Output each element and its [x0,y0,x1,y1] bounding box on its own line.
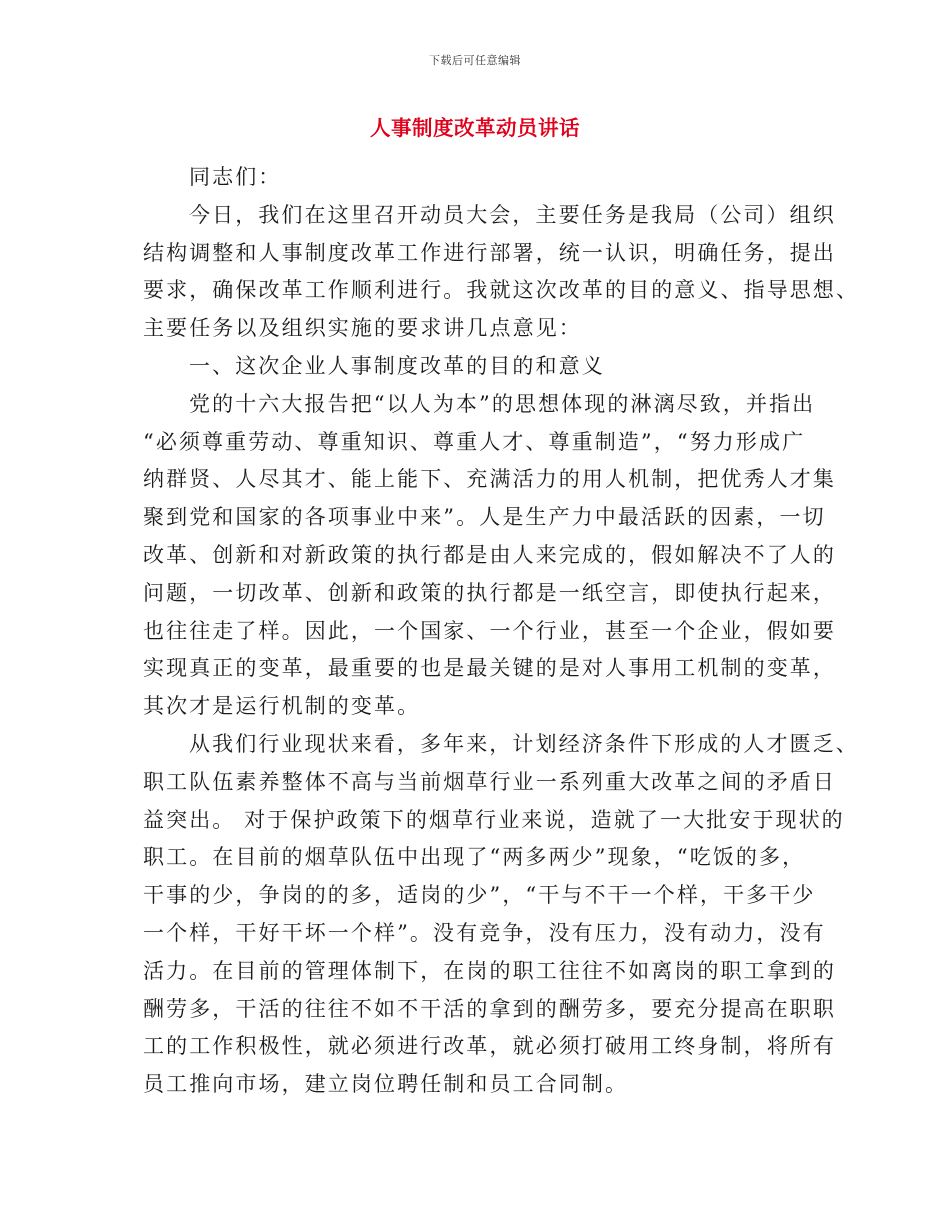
body-line: 酬劳多，干活的往往不如不干活的拿到的酬劳多，要充分提高在职职 [143,996,836,1021]
body-line: 活力。在目前的管理体制下，在岗的职工往往不如离岗的职工拿到的 [143,958,836,983]
body-line: 一个样，干好干坏一个样”。没有竞争，没有压力，没有动力，没有 [143,920,826,945]
body-line: 主要任务以及组织实施的要求讲几点意见： [143,316,582,341]
body-line: “必须尊重劳动、尊重知识、尊重人才、尊重制造”，“努力形成广 [143,429,806,454]
document-title: 人事制度改革动员讲话 [370,116,580,140]
body-line: 要求，确保改革工作顺利进行。我就这次改革的目的意义、指导思想、 [143,278,860,303]
body-line: 也往往走了样。因此，一个国家、一个行业，甚至一个企业，假如要 [143,618,836,643]
section-heading: 一、这次企业人事制度改革的目的和意义 [189,353,605,378]
body-line: 职工队伍素养整体不高与当前烟草行业一系列重大改革之间的矛盾日 [143,769,836,794]
body-line: 结构调整和人事制度改革工作进行部署，统一认识，明确任务，提出 [143,240,836,265]
body-line: 职工。在目前的烟草队伍中出现了“两多两少”现象，“吃饭的多， [143,845,806,870]
body-line: 益突出。 对于保护政策下的烟草行业来说，造就了一大批安于现状的 [143,807,845,832]
body-line: 改革、创新和对新政策的执行都是由人来完成的，假如解决不了人的 [143,542,836,567]
salutation-line: 同志们： [189,165,282,189]
body-line: 纳群贤、人尽其才、能上能下、充满活力的用人机制，把优秀人才集 [143,467,836,492]
body-line: 员工推向市场，建立岗位聘任制和员工合同制。 [143,1072,629,1097]
body-line: 党的十六大报告把“以人为本”的思想体现的淋漓尽致，并指出 [189,391,816,416]
body-line: 干事的少，争岗的的多，适岗的少”，“干与不干一个样，干多干少 [143,883,816,908]
body-line: 其次才是运行机制的变革。 [143,694,421,719]
body-line: 问题，一切改革、创新和政策的执行都是一纸空言，即使执行起来， [143,580,836,605]
document-body [143,159,860,1104]
body-line: 今日，我们在这里召开动员大会，主要任务是我局（公司）组织 [189,202,836,227]
body-line: 工的工作积极性，就必须进行改革，就必须打破用工终身制，将所有 [143,1034,836,1059]
body-line: 从我们行业现状来看，多年来，计划经济条件下形成的人才匮乏、 [189,731,859,756]
body-line: 聚到党和国家的各项事业中来”。人是生产力中最活跃的因素，一切 [143,505,826,530]
body-line: 实现真正的变革，最重要的也是最关键的是对人事用工机制的变革， [143,656,836,681]
page-header-note: 下载后可任意编辑 [429,54,521,67]
